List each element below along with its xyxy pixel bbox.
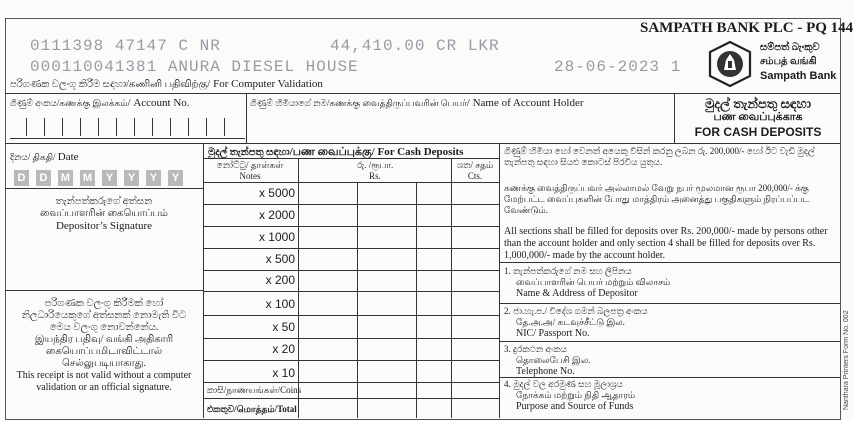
depositor-signature-label: තැන්පත්කරුගේ අත්සන வைப்பாளரின் கையொப்பம் Depositor’s Signature bbox=[40, 196, 168, 232]
cash-deposit-title-sinhala: මුදල් තැන්පතු සඳහා bbox=[704, 96, 812, 111]
col-rs-header: රු. /ரூபா. Rs. bbox=[356, 160, 394, 181]
printed-ref-line: 000110041381 ANURA DIESEL HOUSE bbox=[30, 58, 359, 76]
instructions-tamil: கணக்கு வைத்திருப்பவர் அல்லாமல் வேறு நபர் மூலமான ரூபா 200,000/- க்கு மேற்பட்ட வைப்புகளின் போது மாத்திரம் அனைத்து பகுதிகளும் நிரப்பப்பட வேண்டும். bbox=[504, 183, 810, 215]
account-number-label: ගිණුම් අංකය/கணக்கு இலக்கம்/ Account No. bbox=[10, 97, 190, 109]
col-cts-header: ශත/ சதம் Cts. bbox=[456, 160, 494, 181]
cash-table-title: මුදල් තැන්පතු සඳහා/பண வைப்புக்கு/ For Cash Deposits bbox=[208, 146, 464, 158]
total-label: එකතුව/மொத்தம்/Total bbox=[207, 404, 297, 414]
validity-notice: පරිගණක වලංගු කිරීමක් හෝ නිලධාරියෙකුගේ අත්සනක් නොමැති විට මෙය වලංගු නොවන්නේය. இயந்திர பதிவு/ வங்கி அதிகாரி கையொப்பமிடாவிட்டால் செல்லுபடியாகாது. This receipt is not valid without a computer validation or an official signature. bbox=[16, 298, 192, 393]
coins-label: කාසි/நாணயங்கள்/Coins bbox=[207, 385, 302, 395]
date-box[interactable]: Y bbox=[168, 170, 183, 186]
date-box[interactable]: D bbox=[36, 170, 51, 186]
bank-form-title: SAMPATH BANK PLC - PQ 144 bbox=[640, 20, 854, 36]
denomination-1000: x 1000 bbox=[258, 230, 295, 244]
printed-amount: 44,410.00 CR LKR bbox=[330, 37, 500, 55]
account-name-field[interactable] bbox=[250, 110, 670, 140]
col-notes-header: නෝට්ටු/ தாள்கள் Notes bbox=[216, 160, 284, 181]
depositor-signature-field[interactable] bbox=[10, 240, 198, 288]
account-name-label: ගිණුම් හිමියාගේ නම/கணக்கு வைத்திருப்பவரின் பெயர்/ Name of Account Holder bbox=[250, 97, 584, 109]
printed-account-line: 0111398 47147 C NR bbox=[30, 37, 221, 55]
denomination-200: x 200 bbox=[265, 273, 295, 287]
date-box[interactable]: M bbox=[80, 170, 95, 186]
denomination-500: x 500 bbox=[265, 252, 295, 266]
instructions-sinhala: ගිණුම් හිමියා හෝ වෙනත් අයෙකු විසින් කරනු ලබන රු. 200,000/- හෝ ඊට වැඩි මුදල් තැන්පතු සඳහා සියළු කොටස් පිරවිය යුතුය. bbox=[504, 146, 815, 167]
printed-date: 28-06-2023 1 bbox=[554, 58, 682, 76]
date-label: දිනය/ திகதி/ Date bbox=[10, 151, 79, 163]
date-box[interactable]: Y bbox=[124, 170, 139, 186]
bank-name-sinhala: සම්පත් බැංකුව bbox=[760, 42, 820, 53]
instruction-item: 4. මුදල් වල අරමුණ සහ මූලාශ්‍රය நோக்கம் மற்றும் நிதி ஆதாரம் Purpose and Source of Funds bbox=[504, 379, 636, 412]
denomination-5000: x 5000 bbox=[258, 186, 295, 200]
denomination-2000: x 2000 bbox=[258, 208, 295, 222]
denomination-100: x 100 bbox=[265, 297, 295, 311]
cash-deposit-title-english: FOR CASH DEPOSITS bbox=[694, 125, 822, 139]
bank-name-tamil: சம்பத் வங்கி bbox=[760, 56, 817, 67]
denomination-50: x 50 bbox=[272, 320, 295, 334]
date-box[interactable]: D bbox=[14, 170, 29, 186]
printer-side-text: Nanthara Printers Form No. 002 bbox=[843, 310, 850, 410]
date-box[interactable]: Y bbox=[102, 170, 117, 186]
instructions-english: All sections shall be filled for deposits over Rs. 200,000/- made by persons other than the account holder and only section 4 shall be filled for deposits over Rs. 1,000,000/- made by the account holder. bbox=[504, 226, 828, 261]
instruction-item: 3. දුරකථන අංකය தொலைபேசி இல. Telephone No. bbox=[504, 344, 591, 377]
instruction-item: 1. තැන්පත්කරුගේ නම සහ ලිපිනය வைப்பாளரின் பெயர் மற்றும் விலாசம் Name & Address of Depositor bbox=[504, 266, 671, 299]
cash-deposit-title-tamil: பண வைப்புக்காக bbox=[713, 111, 803, 123]
denomination-20: x 20 bbox=[272, 342, 295, 356]
sampath-bank-logo bbox=[706, 40, 754, 88]
date-box[interactable]: M bbox=[58, 170, 73, 186]
instruction-item: 2. ජා.හැ.ප./ විදේශ ගමන් බලපත්‍ර අංකය தே.அ.அ/ கடவுச்சீட்டு இல. NIC/ Passport No. bbox=[504, 306, 648, 339]
computer-validation-label: පරිගණක වලංගු කිරීම සඳහා/கணினி பதிவிற்கு/ For Computer Validation bbox=[10, 78, 323, 90]
bank-name-english: Sampath Bank bbox=[760, 70, 837, 82]
date-box[interactable]: Y bbox=[146, 170, 161, 186]
denomination-10: x 10 bbox=[272, 366, 295, 380]
